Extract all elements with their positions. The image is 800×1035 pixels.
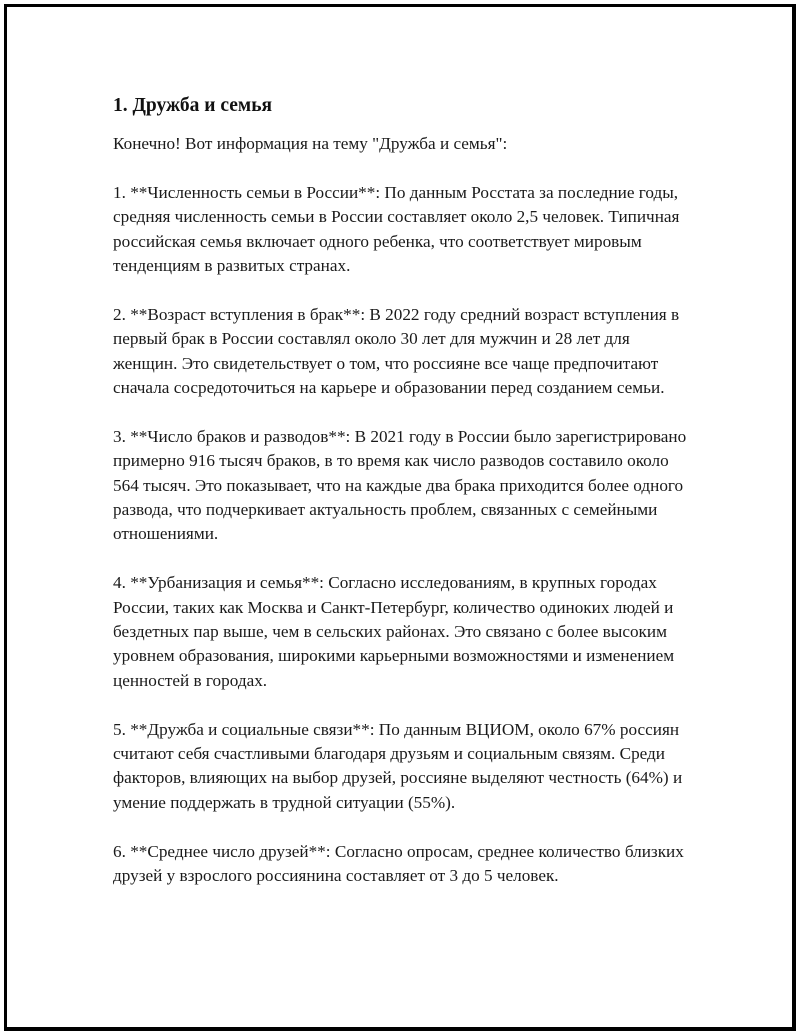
paragraph-friends-count: 6. **Среднее число друзей**: Согласно опросам, среднее количество близких друзей у взрослого россиянина составляет от 3 до 5 человек. (113, 841, 684, 886)
paragraph-family-size: 1. **Численность семьи в России**: По данным Росстата за последние годы, средняя численность семьи в России составляет около 2,5 человек. Типичная российская семья включает одного ребенка, что соответствует мировым тенденциям в развитых странах. (113, 182, 680, 276)
section-title: 1. Дружба и семья (113, 95, 273, 116)
intro-paragraph: Конечно! Вот информация на тему "Дружба и семья": (113, 134, 508, 153)
paragraph-friendship: 5. **Дружба и социальные связи**: По данным ВЦИОМ, около 67% россиян считают себя счастливыми благодаря друзьям и социальным связям. Среди факторов, влияющих на выбор друзей, россияне выделяют честность (64%) и умение поддержать в трудной ситуации (55%). (113, 719, 683, 812)
paragraph-marriages-divorces: 3. **Число браков и разводов**: В 2021 году в России было зарегистрировано примерно 916 тысяч браков, в то время как число разводов составило около 564 тысяч. Это показывает, что на каждые два брака приходится более одного развода, что подчеркивает актуальность проблем, связанных с семейными отношениями. (113, 426, 687, 544)
paragraph-urbanization: 4. **Урбанизация и семья**: Согласно исследованиям, в крупных городах России, таких как Москва и Санкт-Петербург, количество одиноких людей и бездетных пар выше, чем в сельских районах. Это связано с более высоким уровнем образования, широкими карьерными возможностями и изменением ценностей в городах. (113, 573, 675, 690)
paragraph-marriage-age: 2. **Возраст вступления в брак**: В 2022 году средний возраст вступления в первый брак в России составлял около 30 лет для мужчин и 28 лет для женщин. Это свидетельствует о том, что россияне все чаще предпочитают сначала сосредоточиться на карьере и образовании перед созданием семьи. (113, 304, 680, 398)
document-content (113, 92, 693, 889)
